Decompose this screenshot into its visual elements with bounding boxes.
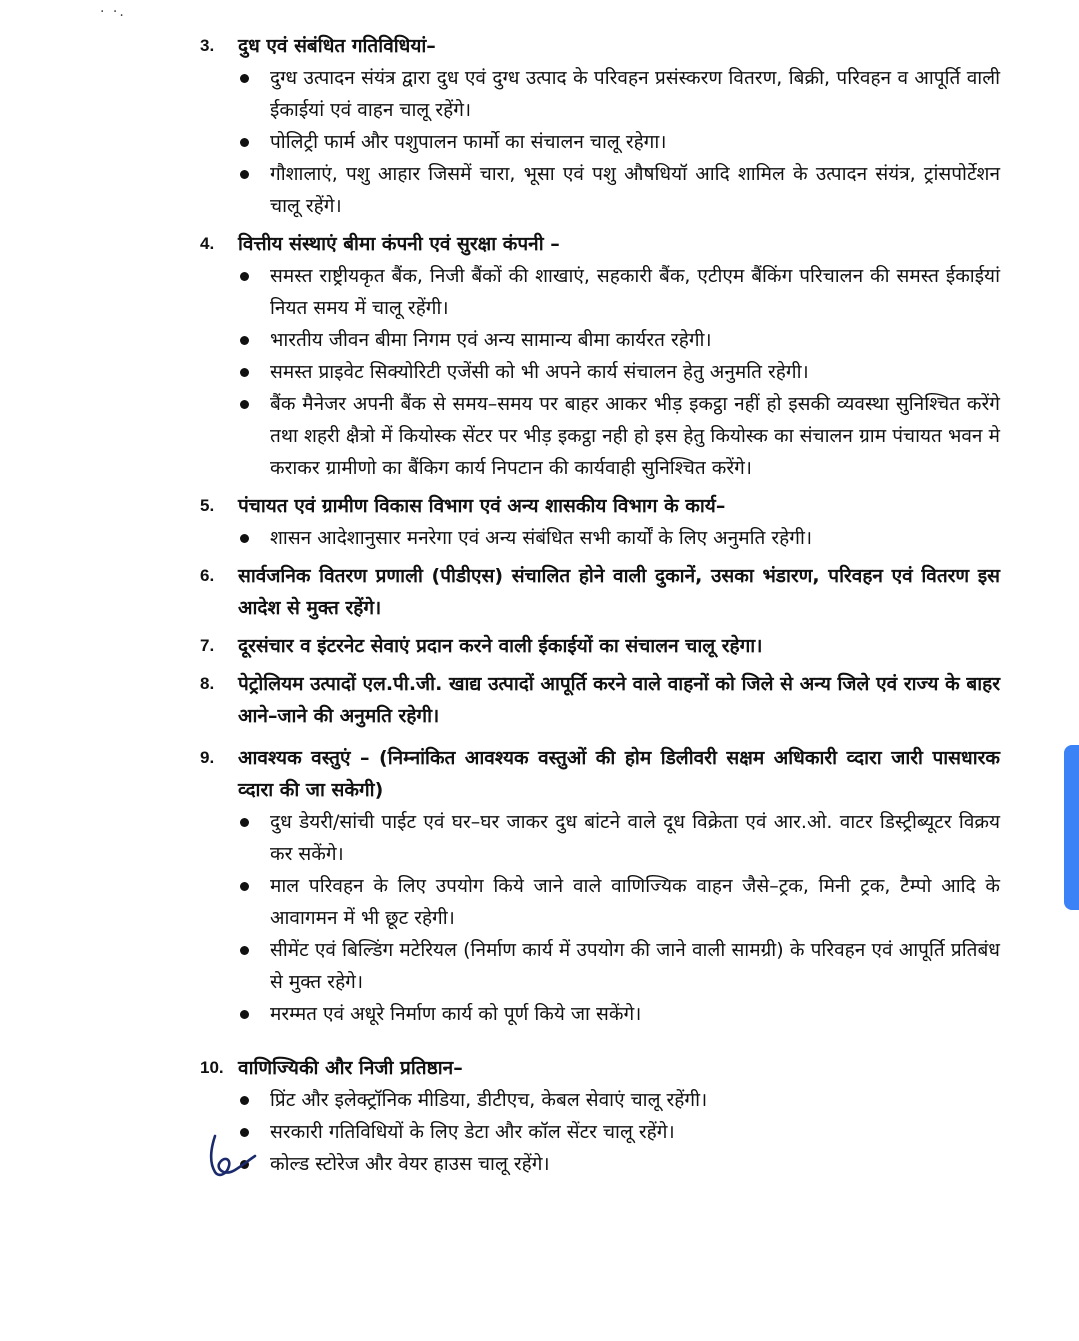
list-item-text: समस्त प्राइवेट सिक्योरिटी एजेंसी को भी अपने कार्य संचालन हेतु अनुमति रहेगी। <box>270 361 809 383</box>
bullet-icon <box>240 74 249 83</box>
section-8 <box>200 668 1000 732</box>
bullet-icon <box>240 946 249 955</box>
list-item-text: सीमेंट एवं बिल्डिंग मटेरियल (निर्माण कार्य में उपयोग की जाने वाली सामग्री) के परिवहन एवं आपूर्ति प्रतिबंध से मुक्त रहेगे। <box>270 939 1000 993</box>
section-number: 7. <box>200 636 215 655</box>
section-title: दूरसंचार व इंटरनेट सेवाएं प्रदान करने वाली ईकाईयों का संचालन चालू रहेगा। <box>238 635 763 657</box>
list-item <box>232 1116 1000 1148</box>
bullet-icon <box>240 400 249 409</box>
section-title: पंचायत एवं ग्रामीण विकास विभाग एवं अन्य शासकीय विभाग के कार्य– <box>238 495 726 517</box>
section-title: वित्तीय संस्थाएं बीमा कंपनी एवं सुरक्षा कंपनी – <box>238 233 560 255</box>
section-number: 9. <box>200 748 215 767</box>
list-item-text: माल परिवहन के लिए उपयोग किये जाने वाले वाणिज्यिक वाहन जैसे–ट्रक, मिनी ट्रक, टैम्पो आदि के आवागमन में भी छूट रहेगी। <box>270 875 1000 929</box>
list-item <box>232 62 1000 126</box>
section-6 <box>200 560 1000 624</box>
bullet-icon <box>240 534 249 543</box>
section-number: 8. <box>200 674 215 693</box>
document-body <box>200 30 1000 1186</box>
bullet-icon <box>240 368 249 377</box>
list-item <box>232 806 1000 870</box>
signature-stroke <box>211 1136 255 1175</box>
section-number: 6. <box>200 566 215 585</box>
list-item <box>232 158 1000 222</box>
list-item-text: पोलिट्री फार्म और पशुपालन फार्मो का संचालन चालू रहेगा। <box>270 131 667 153</box>
list-item <box>232 522 1000 554</box>
list-item-text: भारतीय जीवन बीमा निगम एवं अन्य सामान्य बीमा कार्यरत रहेगी। <box>270 329 712 351</box>
section-heading <box>200 30 1000 62</box>
section-9 <box>200 742 1000 1030</box>
bullet-icon <box>240 170 249 179</box>
bullet-icon <box>240 1010 249 1019</box>
list-item-text: शासन आदेशानुसार मनरेगा एवं अन्य संबंधित सभी कार्यों के लिए अनुमति रहेगी। <box>270 527 813 549</box>
section-number: 5. <box>200 496 215 515</box>
list-item <box>232 998 1000 1030</box>
list-item-text: दुग्ध उत्पादन संयंत्र द्वारा दुध एवं दुग्ध उत्पाद के परिवहन प्रसंस्करण वितरण, बिक्री, परिवहन व आपूर्ति वाली ईकाईयां एवं वाहन चालू रहेंगे। <box>270 67 1000 121</box>
section-title: आवश्यक वस्तुएं – (निम्नांकित आवश्यक वस्तुओं की होम डिलीवरी सक्षम अधिकारी व्दारा जारी पासधारक व्दारा की जा सकेगी) <box>238 747 1000 801</box>
list-item <box>232 1084 1000 1116</box>
section-10 <box>200 1052 1000 1180</box>
section-4 <box>200 228 1000 484</box>
list-item <box>232 388 1000 484</box>
section-heading <box>200 668 1000 732</box>
list-item-text: मरम्मत एवं अधूरे निर्माण कार्य को पूर्ण किये जा सकेंगे। <box>270 1003 642 1025</box>
list-item <box>232 356 1000 388</box>
section-title: पेट्रोलियम उत्पादों एल.पी.जी. खाद्य उत्पादों आपूर्ति करने वाले वाहनों को जिले से अन्य जिले एवं राज्य के बाहर आने–जाने की अनुमति रहेगी। <box>238 673 1000 727</box>
section-number: 3. <box>200 36 215 55</box>
bullet-icon <box>240 882 249 891</box>
section-heading <box>200 490 1000 522</box>
list-item <box>232 324 1000 356</box>
list-item <box>232 1148 1000 1180</box>
list-item-text: गौशालाएं, पशु आहार जिसमें चारा, भूसा एवं पशु औषधियॉ आदि शामिल के उत्पादन संयंत्र, ट्रांसपोर्टेशन चालू रहेंगे। <box>270 163 1000 217</box>
top-marks: · ·. <box>100 4 126 20</box>
bullet-icon <box>240 1096 249 1105</box>
list-item <box>232 126 1000 158</box>
list-item <box>232 870 1000 934</box>
section-number: 4. <box>200 234 215 253</box>
section-title: वाणिज्यिकी और निजी प्रतिष्ठान– <box>238 1057 463 1079</box>
list-item <box>232 934 1000 998</box>
section-heading <box>200 228 1000 260</box>
list-item-text: समस्त राष्ट्रीयकृत बैंक, निजी बैंकों की शाखाएं, सहकारी बैंक, एटीएम बैंकिंग परिचालन की समस्त ईकाईयां नियत समय में चालू रहेंगी। <box>270 265 1000 319</box>
list-item-text: बैंक मैनेजर अपनी बैंक से समय–समय पर बाहर आकर भीड़ इकट्ठा नहीं हो इसकी व्यवस्था सुनिश्चित करेंगे तथा शहरी क्षैत्रो में कियोस्क सेंटर पर भीड़ इकट्ठा नही हो इस हेतु कियोस्क का संचालन ग्राम पंचायत भवन मे कराकर ग्रामीणो का बैंकिग कार्य निपटान की कार्यवाही सुनिश्चित करेंगे। <box>270 393 1000 479</box>
list-item-text: सरकारी गतिविधियों के लिए डेटा और कॉल सेंटर चालू रहेंगे। <box>270 1121 675 1143</box>
section-heading <box>200 742 1000 806</box>
bullet-icon <box>240 336 249 345</box>
bullet-icon <box>240 138 249 147</box>
section-3 <box>200 30 1000 222</box>
scroll-handle[interactable] <box>1064 745 1079 910</box>
list-item-text: दुध डेयरी/सांची पाईट एवं घर–घर जाकर दुध बांटने वाले दूध विक्रेता एवं आर.ओ. वाटर डिस्ट्रीब्यूटर विक्रय कर सकेंगे। <box>270 811 1000 865</box>
section-5 <box>200 490 1000 554</box>
bullet-list <box>200 1084 1000 1180</box>
bullet-icon <box>240 272 249 281</box>
bullet-list <box>200 260 1000 484</box>
bullet-list <box>200 62 1000 222</box>
section-title: सार्वजनिक वितरण प्रणाली (पीडीएस) संचालित होने वाली दुकानें, उसका भंडारण, परिवहन एवं वितरण इस आदेश से मुक्त रहेंगे। <box>238 565 1000 619</box>
list-item-text: कोल्ड स्टोरेज और वेयर हाउस चालू रहेंगे। <box>270 1153 550 1175</box>
section-title: दुध एवं संबंधित गतिविधियां– <box>238 35 436 57</box>
section-heading <box>200 1052 1000 1084</box>
section-7 <box>200 630 1000 662</box>
bullet-list <box>200 806 1000 1030</box>
list-item-text: प्रिंट और इलेक्ट्रॉनिक मीडिया, डीटीएच, केबल सेवाएं चालू रहेंगी। <box>270 1089 708 1111</box>
bullet-icon <box>240 818 249 827</box>
section-heading <box>200 630 1000 662</box>
bullet-list <box>200 522 1000 554</box>
section-number: 10. <box>200 1058 224 1077</box>
section-heading <box>200 560 1000 624</box>
signature-mark <box>205 1130 260 1185</box>
list-item <box>232 260 1000 324</box>
